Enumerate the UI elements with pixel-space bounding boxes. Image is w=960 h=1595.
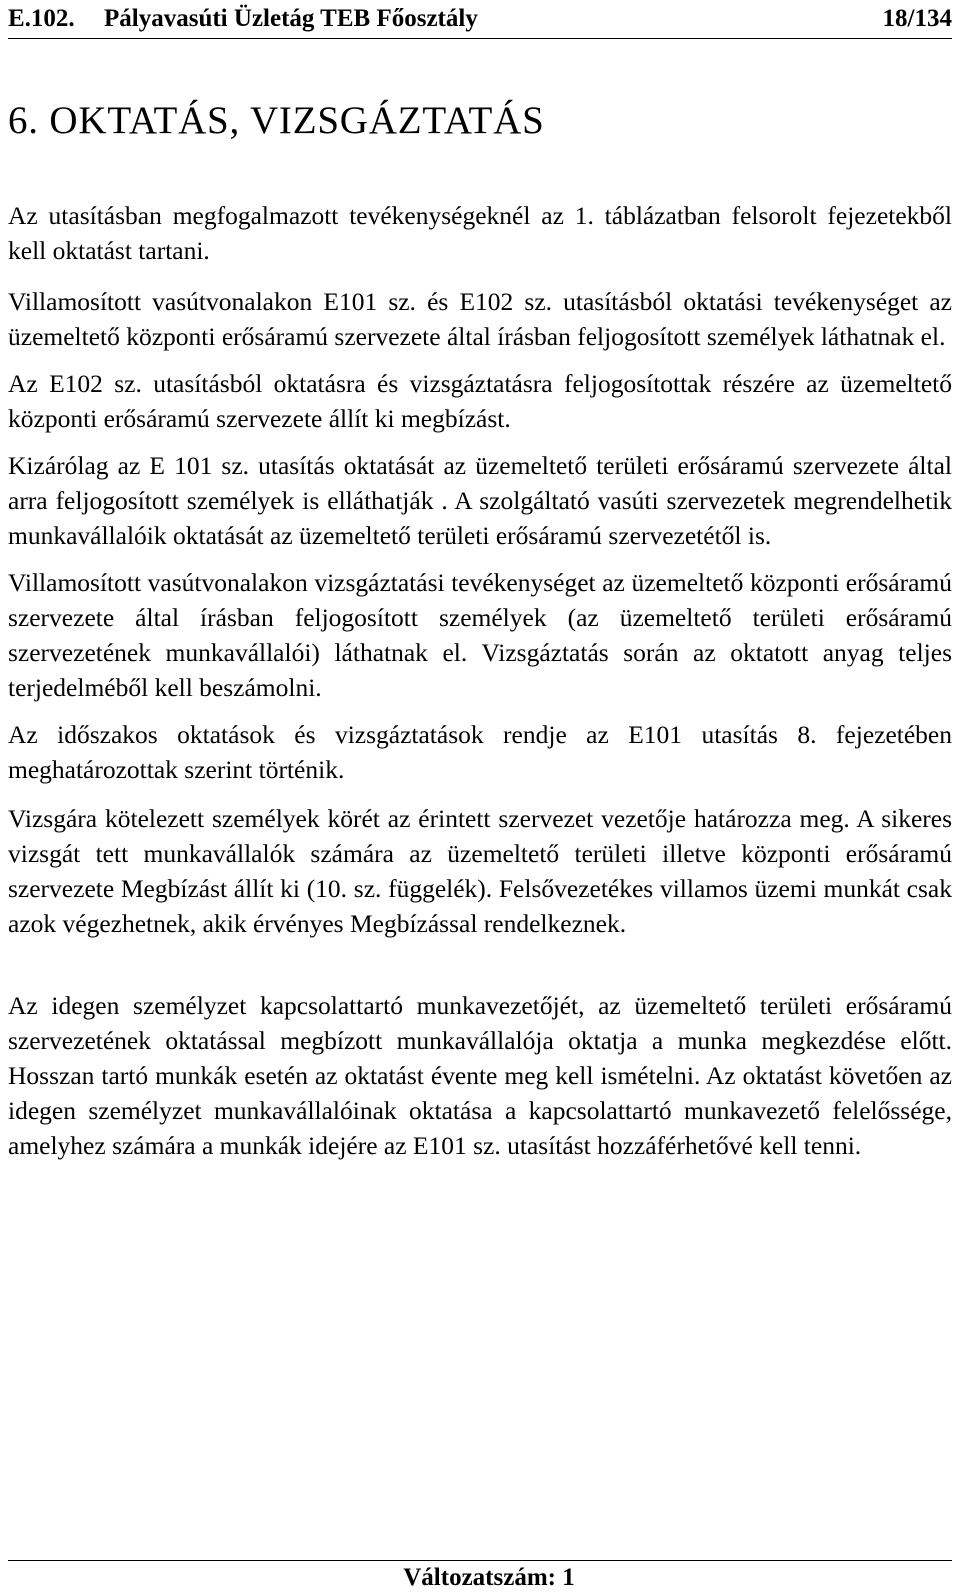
- page-footer: [8, 1560, 952, 1595]
- paragraph: Az időszakos oktatások és vizsgáztatások rendje az E101 utasítás 8. fejezetében meghatározottak szerint történik.: [8, 720, 952, 784]
- paragraph: Az utasításban megfogalmazott tevékenységeknél az 1. táblázatban felsorolt fejezetekből kell oktatást tartani.: [8, 201, 952, 265]
- paragraph: Az E102 sz. utasításból oktatásra és vizsgáztatásra feljogosítottak részére az üzemeltető központi erősáramú szervezete állít ki megbízást.: [8, 369, 952, 433]
- document-code: E.102.: [8, 5, 75, 32]
- paragraph: Kizárólag az E 101 sz. utasítás oktatását az üzemeltető területi erősáramú szervezete által arra feljogosított személyek is elláthatják . A szolgáltató vasúti szervezetek megrendelhetik munkavállalóik oktatását az üzemeltető területi erősáramú szervezetétől is.: [8, 451, 952, 550]
- version-number: Változatszám: 1: [403, 1564, 575, 1591]
- page-header: [8, 0, 952, 39]
- paragraph: Villamosított vasútvonalakon vizsgáztatási tevékenységet az üzemeltető központi erősáramú szervezete által írásban feljogosított személyek (az üzemeltető területi erősáramú szervezetének munkavállalói) láthatnak el. Vizsgáztatás során az oktatott anyag teljes terjedelméből kell beszámolni.: [8, 568, 952, 702]
- chapter-title: 6. OKTATÁS, VIZSGÁZTATÁS: [8, 99, 545, 142]
- organization-name: Pályavasúti Üzletág TEB Főosztály: [104, 5, 478, 32]
- body-text: [8, 198, 952, 1163]
- paragraph: Vizsgára kötelezett személyek körét az érintett szervezet vezetője határozza meg. A sikeres vizsgát tett munkavállalók számára az üzemeltető területi illetve központi erősáramú szervezete Megbízást állít ki (10. sz. függelék). Felsővezetékes villamos üzemi munkát csak azok végezhetnek, akik érvényes Megbízással rendelkeznek.: [8, 804, 952, 938]
- page-number: 18/134: [882, 5, 952, 32]
- paragraph: Az idegen személyzet kapcsolattartó munkavezetőjét, az üzemeltető területi erősáramú szervezetének oktatással megbízott munkavállalója oktatja a munka megkezdése előtt. Hosszan tartó munkák esetén az oktatást évente meg kell ismételni. Az oktatást követően az idegen személyzet munkavállalóinak oktatása a kapcsolattartó munkavezető felelőssége, amelyhez számára a munkák idejére az E101 sz. utasítást hozzáférhetővé kell tenni.: [8, 991, 952, 1160]
- paragraph: Villamosított vasútvonalakon E101 sz. és E102 sz. utasításból oktatási tevékenységet az üzemeltető központi erősáramú szervezete által írásban feljogosított személyek láthatnak el.: [8, 287, 952, 351]
